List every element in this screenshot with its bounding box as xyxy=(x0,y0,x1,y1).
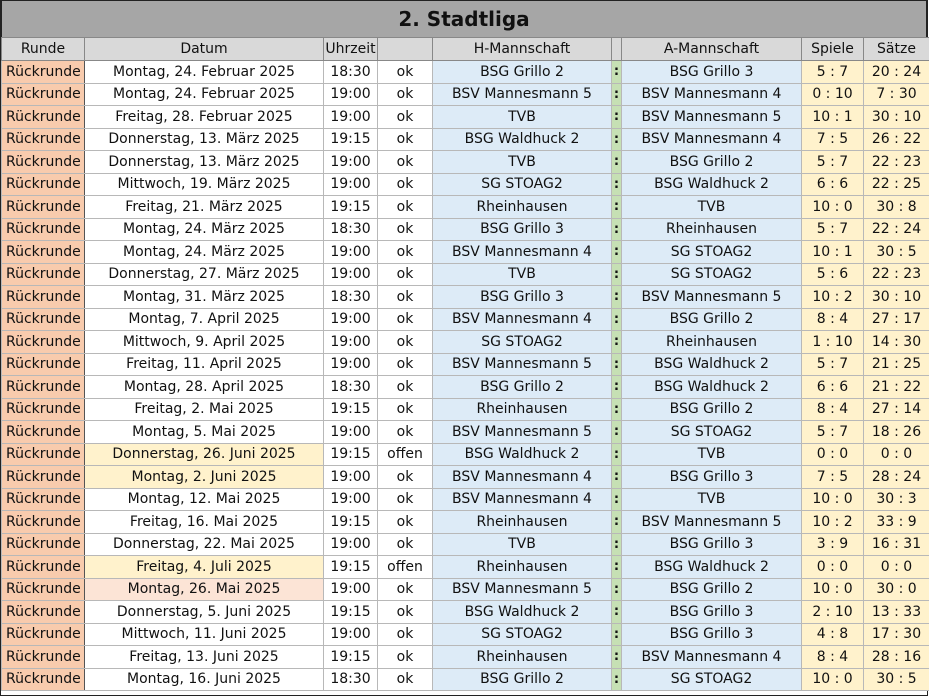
cell-saetze[interactable]: 30 : 10 xyxy=(864,286,929,309)
cell-saetze[interactable]: 22 : 23 xyxy=(864,151,929,174)
cell-uhrzeit[interactable]: 18:30 xyxy=(324,668,378,691)
cell-spiele[interactable]: 7 : 5 xyxy=(802,466,864,489)
table-row xyxy=(2,241,929,264)
cell-spiele[interactable]: 5 : 7 xyxy=(802,61,864,84)
cell-runde[interactable]: Rückrunde xyxy=(2,601,85,624)
cell-datum[interactable]: Montag, 24. März 2025 xyxy=(85,241,324,264)
cell-away-team[interactable]: BSG Grillo 3 xyxy=(622,623,802,646)
table-row xyxy=(2,308,929,331)
cell-uhrzeit[interactable]: 19:00 xyxy=(324,578,378,601)
cell-colon[interactable]: : xyxy=(612,488,622,511)
cell-colon[interactable]: : xyxy=(612,623,622,646)
cell-away-team[interactable]: TVB xyxy=(622,196,802,219)
header-datum[interactable]: Datum xyxy=(85,38,324,61)
cell-spiele[interactable]: 1 : 10 xyxy=(802,331,864,354)
cell-colon[interactable]: : xyxy=(612,128,622,151)
table-row xyxy=(2,578,929,601)
cell-away-team[interactable]: BSG Waldhuck 2 xyxy=(622,376,802,399)
cell-colon[interactable]: : xyxy=(612,173,622,196)
cell-away-team[interactable]: Rheinhausen xyxy=(622,218,802,241)
cell-home-team[interactable]: BSV Mannesmann 4 xyxy=(433,308,612,331)
cell-uhrzeit[interactable]: 19:15 xyxy=(324,646,378,669)
cell-colon[interactable]: : xyxy=(612,286,622,309)
cell-status[interactable]: ok xyxy=(378,196,433,219)
title-bar[interactable] xyxy=(1,0,927,37)
cell-runde[interactable]: Rückrunde xyxy=(2,398,85,421)
cell-datum[interactable]: Freitag, 16. Mai 2025 xyxy=(85,511,324,534)
cell-spiele[interactable]: 5 : 7 xyxy=(802,151,864,174)
cell-runde[interactable]: Rückrunde xyxy=(2,218,85,241)
cell-saetze[interactable]: 30 : 10 xyxy=(864,106,929,129)
cell-colon[interactable]: : xyxy=(612,151,622,174)
cell-datum[interactable]: Montag, 24. Februar 2025 xyxy=(85,61,324,84)
cell-uhrzeit[interactable]: 19:00 xyxy=(324,466,378,489)
cell-spiele[interactable]: 5 : 7 xyxy=(802,218,864,241)
cell-uhrzeit[interactable]: 19:00 xyxy=(324,353,378,376)
cell-away-team[interactable]: BSV Mannesmann 5 xyxy=(622,511,802,534)
cell-colon[interactable]: : xyxy=(612,196,622,219)
cell-saetze[interactable]: 22 : 24 xyxy=(864,218,929,241)
cell-away-team[interactable]: BSV Mannesmann 5 xyxy=(622,286,802,309)
cell-status[interactable]: offen xyxy=(378,443,433,466)
cell-away-team[interactable]: BSV Mannesmann 5 xyxy=(622,106,802,129)
cell-runde[interactable]: Rückrunde xyxy=(2,488,85,511)
cell-home-team[interactable]: BSV Mannesmann 5 xyxy=(433,353,612,376)
cell-status[interactable]: ok xyxy=(378,106,433,129)
table-row xyxy=(2,353,929,376)
cell-datum[interactable]: Donnerstag, 27. März 2025 xyxy=(85,263,324,286)
cell-saetze[interactable]: 22 : 25 xyxy=(864,173,929,196)
cell-home-team[interactable]: BSG Waldhuck 2 xyxy=(433,128,612,151)
cell-spiele[interactable]: 6 : 6 xyxy=(802,376,864,399)
cell-datum[interactable]: Freitag, 2. Mai 2025 xyxy=(85,398,324,421)
cell-colon[interactable]: : xyxy=(612,646,622,669)
table-row xyxy=(2,488,929,511)
cell-home-team[interactable]: BSG Grillo 3 xyxy=(433,218,612,241)
cell-uhrzeit[interactable]: 19:00 xyxy=(324,533,378,556)
cell-runde[interactable]: Rückrunde xyxy=(2,466,85,489)
cell-home-team[interactable]: BSV Mannesmann 5 xyxy=(433,578,612,601)
cell-away-team[interactable]: BSG Grillo 3 xyxy=(622,601,802,624)
cell-status[interactable]: ok xyxy=(378,488,433,511)
cell-spiele[interactable]: 10 : 1 xyxy=(802,241,864,264)
table-row xyxy=(2,466,929,489)
cell-home-team[interactable]: BSG Grillo 2 xyxy=(433,61,612,84)
cell-datum[interactable]: Mittwoch, 19. März 2025 xyxy=(85,173,324,196)
cell-runde[interactable]: Rückrunde xyxy=(2,241,85,264)
cell-uhrzeit[interactable]: 18:30 xyxy=(324,218,378,241)
cell-spiele[interactable]: 10 : 2 xyxy=(802,286,864,309)
cell-saetze[interactable]: 33 : 9 xyxy=(864,511,929,534)
cell-status[interactable]: ok xyxy=(378,173,433,196)
cell-status[interactable]: ok xyxy=(378,151,433,174)
cell-colon[interactable]: : xyxy=(612,556,622,579)
table-row xyxy=(2,218,929,241)
cell-away-team[interactable]: Rheinhausen xyxy=(622,331,802,354)
cell-colon[interactable]: : xyxy=(612,353,622,376)
cell-spiele[interactable]: 10 : 0 xyxy=(802,578,864,601)
cell-status[interactable]: ok xyxy=(378,511,433,534)
cell-uhrzeit[interactable]: 19:15 xyxy=(324,443,378,466)
cell-away-team[interactable]: BSG Grillo 2 xyxy=(622,578,802,601)
cell-datum[interactable]: Freitag, 11. April 2025 xyxy=(85,353,324,376)
cell-status[interactable]: ok xyxy=(378,308,433,331)
cell-home-team[interactable]: BSG Waldhuck 2 xyxy=(433,601,612,624)
cell-home-team[interactable]: TVB xyxy=(433,106,612,129)
cell-home-team[interactable]: SG STOAG2 xyxy=(433,173,612,196)
cell-away-team[interactable]: TVB xyxy=(622,488,802,511)
cell-runde[interactable]: Rückrunde xyxy=(2,623,85,646)
cell-uhrzeit[interactable]: 19:00 xyxy=(324,331,378,354)
cell-saetze[interactable]: 28 : 16 xyxy=(864,646,929,669)
cell-uhrzeit[interactable]: 18:30 xyxy=(324,286,378,309)
cell-colon[interactable]: : xyxy=(612,443,622,466)
cell-saetze[interactable]: 26 : 22 xyxy=(864,128,929,151)
cell-datum[interactable]: Montag, 31. März 2025 xyxy=(85,286,324,309)
cell-saetze[interactable]: 21 : 25 xyxy=(864,353,929,376)
cell-away-team[interactable]: SG STOAG2 xyxy=(622,263,802,286)
cell-runde[interactable]: Rückrunde xyxy=(2,308,85,331)
cell-colon[interactable]: : xyxy=(612,668,622,691)
cell-datum[interactable]: Donnerstag, 5. Juni 2025 xyxy=(85,601,324,624)
cell-uhrzeit[interactable]: 19:15 xyxy=(324,601,378,624)
cell-spiele[interactable]: 8 : 4 xyxy=(802,398,864,421)
cell-status[interactable]: ok xyxy=(378,601,433,624)
table-row xyxy=(2,128,929,151)
cell-home-team[interactable]: BSG Grillo 3 xyxy=(433,286,612,309)
cell-runde[interactable]: Rückrunde xyxy=(2,556,85,579)
cell-home-team[interactable]: SG STOAG2 xyxy=(433,331,612,354)
cell-status[interactable]: ok xyxy=(378,241,433,264)
cell-datum[interactable]: Freitag, 4. Juli 2025 xyxy=(85,556,324,579)
cell-runde[interactable]: Rückrunde xyxy=(2,263,85,286)
cell-colon[interactable]: : xyxy=(612,466,622,489)
cell-away-team[interactable]: BSG Grillo 3 xyxy=(622,533,802,556)
cell-home-team[interactable]: Rheinhausen xyxy=(433,196,612,219)
cell-runde[interactable]: Rückrunde xyxy=(2,151,85,174)
cell-away-team[interactable]: BSV Mannesmann 4 xyxy=(622,128,802,151)
cell-datum[interactable]: Donnerstag, 13. März 2025 xyxy=(85,151,324,174)
cell-away-team[interactable]: BSG Waldhuck 2 xyxy=(622,353,802,376)
cell-datum[interactable]: Donnerstag, 22. Mai 2025 xyxy=(85,533,324,556)
cell-uhrzeit[interactable]: 19:00 xyxy=(324,106,378,129)
cell-home-team[interactable]: BSV Mannesmann 4 xyxy=(433,241,612,264)
cell-spiele[interactable]: 0 : 0 xyxy=(802,556,864,579)
cell-status[interactable]: ok xyxy=(378,331,433,354)
cell-spiele[interactable]: 6 : 6 xyxy=(802,173,864,196)
cell-uhrzeit[interactable]: 19:15 xyxy=(324,128,378,151)
cell-home-team[interactable]: BSV Mannesmann 5 xyxy=(433,83,612,106)
table-row xyxy=(2,533,929,556)
cell-colon[interactable]: : xyxy=(612,601,622,624)
cell-spiele[interactable]: 8 : 4 xyxy=(802,308,864,331)
cell-runde[interactable]: Rückrunde xyxy=(2,83,85,106)
cell-home-team[interactable]: BSV Mannesmann 4 xyxy=(433,466,612,489)
cell-runde[interactable]: Rückrunde xyxy=(2,173,85,196)
cell-datum[interactable]: Mittwoch, 11. Juni 2025 xyxy=(85,623,324,646)
cell-home-team[interactable]: TVB xyxy=(433,151,612,174)
cell-uhrzeit[interactable]: 19:00 xyxy=(324,241,378,264)
cell-away-team[interactable]: BSG Grillo 3 xyxy=(622,466,802,489)
cell-away-team[interactable]: BSG Grillo 2 xyxy=(622,398,802,421)
cell-uhrzeit[interactable]: 19:15 xyxy=(324,196,378,219)
cell-spiele[interactable]: 8 : 4 xyxy=(802,646,864,669)
cell-home-team[interactable]: BSV Mannesmann 4 xyxy=(433,488,612,511)
cell-runde[interactable]: Rückrunde xyxy=(2,128,85,151)
table-row xyxy=(2,623,929,646)
table-row xyxy=(2,61,929,84)
cell-runde[interactable]: Rückrunde xyxy=(2,578,85,601)
header-colon[interactable] xyxy=(612,38,622,61)
cell-uhrzeit[interactable]: 19:15 xyxy=(324,398,378,421)
header-uhrzeit[interactable]: Uhrzeit xyxy=(324,38,378,61)
cell-home-team[interactable]: TVB xyxy=(433,533,612,556)
cell-saetze[interactable]: 17 : 30 xyxy=(864,623,929,646)
cell-spiele[interactable]: 7 : 5 xyxy=(802,128,864,151)
cell-home-team[interactable]: Rheinhausen xyxy=(433,511,612,534)
cell-status[interactable]: offen xyxy=(378,556,433,579)
cell-away-team[interactable]: BSG Grillo 2 xyxy=(622,308,802,331)
cell-datum[interactable]: Montag, 2. Juni 2025 xyxy=(85,466,324,489)
header-away-team[interactable]: A-Mannschaft xyxy=(622,38,802,61)
cell-saetze[interactable]: 30 : 5 xyxy=(864,241,929,264)
table-row xyxy=(2,421,929,444)
cell-runde[interactable]: Rückrunde xyxy=(2,421,85,444)
cell-datum[interactable]: Montag, 5. Mai 2025 xyxy=(85,421,324,444)
cell-away-team[interactable]: TVB xyxy=(622,443,802,466)
cell-saetze[interactable]: 30 : 3 xyxy=(864,488,929,511)
cell-datum[interactable]: Freitag, 21. März 2025 xyxy=(85,196,324,219)
table-row xyxy=(2,398,929,421)
cell-status[interactable]: ok xyxy=(378,466,433,489)
cell-saetze[interactable]: 22 : 23 xyxy=(864,263,929,286)
cell-home-team[interactable]: Rheinhausen xyxy=(433,646,612,669)
cell-spiele[interactable]: 0 : 10 xyxy=(802,83,864,106)
table-row xyxy=(2,286,929,309)
cell-datum[interactable]: Montag, 12. Mai 2025 xyxy=(85,488,324,511)
header-row xyxy=(2,38,929,61)
cell-datum[interactable]: Montag, 16. Juni 2025 xyxy=(85,668,324,691)
cell-away-team[interactable]: BSV Mannesmann 4 xyxy=(622,646,802,669)
cell-colon[interactable]: : xyxy=(612,511,622,534)
cell-spiele[interactable]: 10 : 2 xyxy=(802,511,864,534)
cell-runde[interactable]: Rückrunde xyxy=(2,533,85,556)
header-spiele[interactable]: Spiele xyxy=(802,38,864,61)
cell-status[interactable]: ok xyxy=(378,533,433,556)
cell-colon[interactable]: : xyxy=(612,331,622,354)
cell-spiele[interactable]: 2 : 10 xyxy=(802,601,864,624)
cell-uhrzeit[interactable]: 19:15 xyxy=(324,556,378,579)
table-row xyxy=(2,196,929,219)
cell-status[interactable]: ok xyxy=(378,668,433,691)
cell-status[interactable]: ok xyxy=(378,83,433,106)
cell-datum[interactable]: Montag, 26. Mai 2025 xyxy=(85,578,324,601)
cell-status[interactable]: ok xyxy=(378,646,433,669)
cell-spiele[interactable]: 0 : 0 xyxy=(802,443,864,466)
table-row xyxy=(2,443,929,466)
cell-colon[interactable]: : xyxy=(612,218,622,241)
cell-saetze[interactable]: 13 : 33 xyxy=(864,601,929,624)
cell-colon[interactable]: : xyxy=(612,241,622,264)
cell-status[interactable]: ok xyxy=(378,578,433,601)
cell-away-team[interactable]: SG STOAG2 xyxy=(622,421,802,444)
cell-spiele[interactable]: 10 : 0 xyxy=(802,196,864,219)
cell-spiele[interactable]: 10 : 0 xyxy=(802,668,864,691)
cell-status[interactable]: ok xyxy=(378,128,433,151)
schedule-table xyxy=(1,37,929,691)
cell-saetze[interactable]: 14 : 30 xyxy=(864,331,929,354)
cell-status[interactable]: ok xyxy=(378,286,433,309)
cell-away-team[interactable]: BSG Waldhuck 2 xyxy=(622,173,802,196)
header-home-team[interactable]: H-Mannschaft xyxy=(433,38,612,61)
cell-uhrzeit[interactable]: 19:00 xyxy=(324,421,378,444)
table-row xyxy=(2,173,929,196)
cell-colon[interactable]: : xyxy=(612,61,622,84)
header-saetze[interactable]: Sätze xyxy=(864,38,929,61)
cell-uhrzeit[interactable]: 19:00 xyxy=(324,623,378,646)
table-row xyxy=(2,106,929,129)
cell-spiele[interactable]: 5 : 7 xyxy=(802,421,864,444)
cell-saetze[interactable]: 21 : 22 xyxy=(864,376,929,399)
cell-uhrzeit[interactable]: 19:15 xyxy=(324,511,378,534)
cell-colon[interactable]: : xyxy=(612,263,622,286)
cell-home-team[interactable]: BSG Waldhuck 2 xyxy=(433,443,612,466)
table-body xyxy=(2,61,929,691)
cell-spiele[interactable]: 5 : 7 xyxy=(802,353,864,376)
cell-uhrzeit[interactable]: 19:00 xyxy=(324,263,378,286)
cell-datum[interactable]: Freitag, 28. Februar 2025 xyxy=(85,106,324,129)
cell-runde[interactable]: Rückrunde xyxy=(2,668,85,691)
cell-datum[interactable]: Montag, 24. Februar 2025 xyxy=(85,83,324,106)
cell-status[interactable]: ok xyxy=(378,376,433,399)
cell-saetze[interactable]: 18 : 26 xyxy=(864,421,929,444)
cell-runde[interactable]: Rückrunde xyxy=(2,646,85,669)
cell-away-team[interactable]: BSV Mannesmann 4 xyxy=(622,83,802,106)
cell-colon[interactable]: : xyxy=(612,533,622,556)
cell-spiele[interactable]: 10 : 0 xyxy=(802,488,864,511)
cell-away-team[interactable]: SG STOAG2 xyxy=(622,668,802,691)
cell-colon[interactable]: : xyxy=(612,578,622,601)
cell-status[interactable]: ok xyxy=(378,61,433,84)
header-status[interactable] xyxy=(378,38,433,61)
table-row xyxy=(2,556,929,579)
cell-runde[interactable]: Rückrunde xyxy=(2,331,85,354)
table-row xyxy=(2,646,929,669)
cell-saetze[interactable]: 0 : 0 xyxy=(864,556,929,579)
table-row xyxy=(2,151,929,174)
cell-status[interactable]: ok xyxy=(378,263,433,286)
cell-datum[interactable]: Mittwoch, 9. April 2025 xyxy=(85,331,324,354)
cell-colon[interactable]: : xyxy=(612,106,622,129)
cell-saetze[interactable]: 27 : 14 xyxy=(864,398,929,421)
cell-datum[interactable]: Montag, 28. April 2025 xyxy=(85,376,324,399)
cell-saetze[interactable]: 0 : 0 xyxy=(864,443,929,466)
cell-runde[interactable]: Rückrunde xyxy=(2,286,85,309)
cell-uhrzeit[interactable]: 19:00 xyxy=(324,308,378,331)
cell-status[interactable]: ok xyxy=(378,398,433,421)
cell-away-team[interactable]: BSG Grillo 3 xyxy=(622,61,802,84)
cell-colon[interactable]: : xyxy=(612,398,622,421)
cell-saetze[interactable]: 27 : 17 xyxy=(864,308,929,331)
header-runde[interactable]: Runde xyxy=(2,38,85,61)
cell-away-team[interactable]: BSG Grillo 2 xyxy=(622,151,802,174)
cell-status[interactable]: ok xyxy=(378,623,433,646)
cell-status[interactable]: ok xyxy=(378,421,433,444)
cell-away-team[interactable]: BSG Waldhuck 2 xyxy=(622,556,802,579)
table-row xyxy=(2,668,929,691)
cell-home-team[interactable]: BSG Grillo 2 xyxy=(433,376,612,399)
cell-runde[interactable]: Rückrunde xyxy=(2,196,85,219)
cell-home-team[interactable]: TVB xyxy=(433,263,612,286)
cell-home-team[interactable]: BSG Grillo 2 xyxy=(433,668,612,691)
cell-runde[interactable]: Rückrunde xyxy=(2,511,85,534)
cell-status[interactable]: ok xyxy=(378,218,433,241)
cell-spiele[interactable]: 5 : 6 xyxy=(802,263,864,286)
cell-runde[interactable]: Rückrunde xyxy=(2,376,85,399)
cell-spiele[interactable]: 4 : 8 xyxy=(802,623,864,646)
cell-uhrzeit[interactable]: 19:00 xyxy=(324,83,378,106)
cell-saetze[interactable]: 30 : 5 xyxy=(864,668,929,691)
table-row xyxy=(2,511,929,534)
cell-saetze[interactable]: 20 : 24 xyxy=(864,61,929,84)
cell-uhrzeit[interactable]: 19:00 xyxy=(324,488,378,511)
table-row xyxy=(2,376,929,399)
cell-uhrzeit[interactable]: 18:30 xyxy=(324,376,378,399)
cell-saetze[interactable]: 30 : 0 xyxy=(864,578,929,601)
cell-spiele[interactable]: 3 : 9 xyxy=(802,533,864,556)
cell-away-team[interactable]: SG STOAG2 xyxy=(622,241,802,264)
table-row xyxy=(2,83,929,106)
cell-colon[interactable]: : xyxy=(612,421,622,444)
cell-datum[interactable]: Donnerstag, 13. März 2025 xyxy=(85,128,324,151)
cell-saetze[interactable]: 30 : 8 xyxy=(864,196,929,219)
cell-datum[interactable]: Montag, 7. April 2025 xyxy=(85,308,324,331)
cell-spiele[interactable]: 10 : 1 xyxy=(802,106,864,129)
cell-datum[interactable]: Montag, 24. März 2025 xyxy=(85,218,324,241)
table-row xyxy=(2,263,929,286)
cell-runde[interactable]: Rückrunde xyxy=(2,353,85,376)
page-title: 2. Stadtliga xyxy=(398,7,530,31)
cell-home-team[interactable]: Rheinhausen xyxy=(433,556,612,579)
cell-home-team[interactable]: Rheinhausen xyxy=(433,398,612,421)
table-row xyxy=(2,331,929,354)
table-row xyxy=(2,601,929,624)
cell-saetze[interactable]: 7 : 30 xyxy=(864,83,929,106)
cell-runde[interactable]: Rückrunde xyxy=(2,61,85,84)
cell-home-team[interactable]: BSV Mannesmann 5 xyxy=(433,421,612,444)
cell-colon[interactable]: : xyxy=(612,308,622,331)
cell-colon[interactable]: : xyxy=(612,83,622,106)
cell-runde[interactable]: Rückrunde xyxy=(2,106,85,129)
cell-datum[interactable]: Donnerstag, 26. Juni 2025 xyxy=(85,443,324,466)
cell-saetze[interactable]: 16 : 31 xyxy=(864,533,929,556)
cell-uhrzeit[interactable]: 19:00 xyxy=(324,173,378,196)
cell-colon[interactable]: : xyxy=(612,376,622,399)
cell-status[interactable]: ok xyxy=(378,353,433,376)
cell-runde[interactable]: Rückrunde xyxy=(2,443,85,466)
cell-saetze[interactable]: 28 : 24 xyxy=(864,466,929,489)
cell-datum[interactable]: Freitag, 13. Juni 2025 xyxy=(85,646,324,669)
cell-home-team[interactable]: SG STOAG2 xyxy=(433,623,612,646)
cell-uhrzeit[interactable]: 19:00 xyxy=(324,151,378,174)
cell-uhrzeit[interactable]: 18:30 xyxy=(324,61,378,84)
